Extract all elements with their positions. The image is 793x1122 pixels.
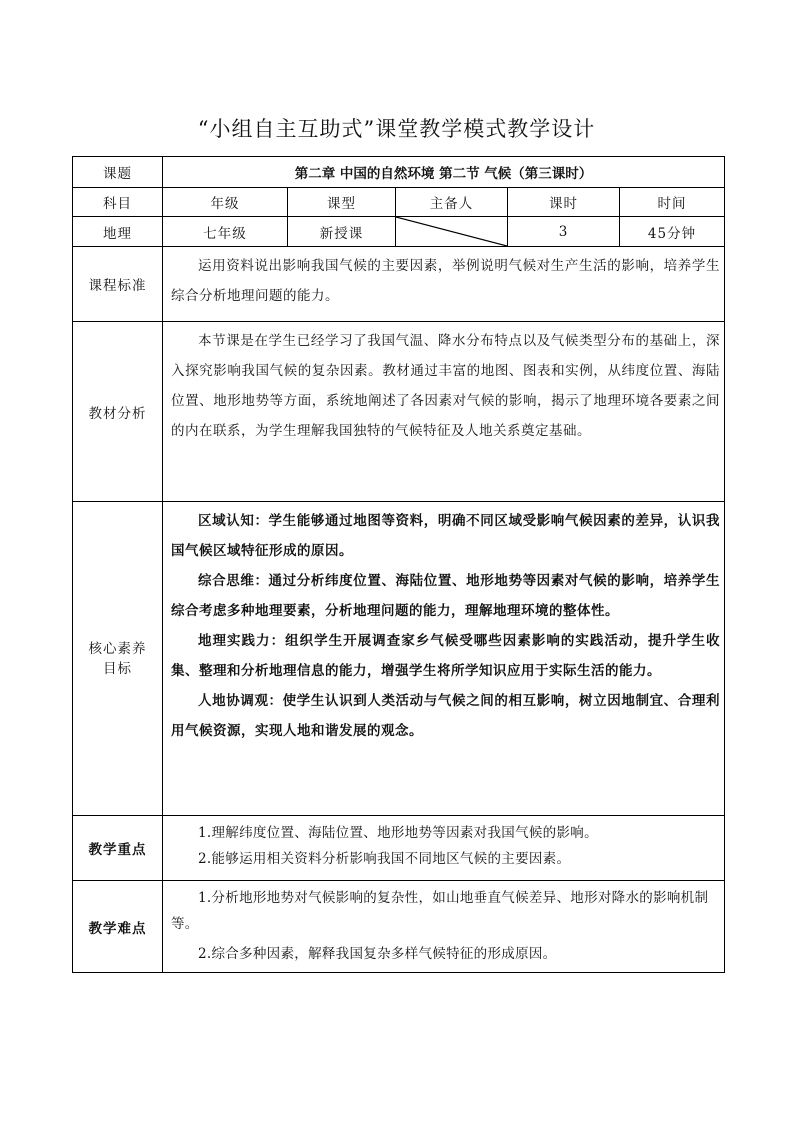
material-paragraph: 本节课是在学生已经学习了我国气温、降水分布特点以及气候类型分布的基础上，深入探究影响我国气候的复杂因素。教材通过丰富的地图、图表和实例，从纬度位置、海陆位置、地形地势等方面，系统地阐述了各因素对气候的影响，揭示了地理环境各要素之间的内在联系，为学生理解我国独特的气候特征及人地关系奠定基础。	[171, 333, 721, 439]
core-paragraph-region: 区域认知：学生能够通过地图等资料，明确不同区域受影响气候因素的差异，认识我国气候区域特征形成的原因。	[171, 513, 721, 559]
core-label	[73, 502, 163, 816]
core-label-text: 核心素养目标	[88, 640, 147, 677]
core-paragraph-harmony: 人地协调观：使学生认识到人类活动与气候之间的相互影响，树立因地制宜、合理利用气候资源，实现人地和谐发展的观念。	[171, 693, 721, 739]
material-content	[163, 322, 725, 502]
info-value-row	[73, 217, 725, 247]
value-lesson-type: 新授课	[288, 217, 396, 247]
difficult-row	[73, 881, 725, 973]
header-lesson-type: 课型	[288, 188, 396, 217]
core-row	[73, 502, 725, 816]
value-subject: 地理	[73, 217, 163, 247]
topic-label: 课题	[73, 157, 163, 188]
standard-content	[163, 247, 725, 322]
standard-paragraph: 运用资料说出影响我国气候的主要因素，举例说明气候对生产生活的影响，培养学生综合分析地理问题的能力。	[171, 258, 721, 304]
value-duration: 45分钟	[620, 217, 725, 247]
standard-row	[73, 247, 725, 322]
difficult-point-1: 1.分析地形地势对气候影响的复杂性，如山地垂直气候差异、地形对降水的影响机制等。	[171, 890, 709, 932]
key-content	[163, 816, 725, 881]
header-subject: 科目	[73, 188, 163, 217]
header-grade: 年级	[163, 188, 288, 217]
key-row	[73, 816, 725, 881]
info-header-row	[73, 188, 725, 217]
header-preparer: 主备人	[396, 188, 508, 217]
value-periods: 3	[508, 217, 620, 247]
key-point-2: 2.能够运用相关资料分析影响我国不同地区气候的主要因素。	[198, 851, 571, 867]
diagonal-line	[396, 217, 507, 246]
topic-value: 第二章 中国的自然环境 第二节 气候（第三课时）	[163, 157, 725, 188]
difficult-point-2: 2.综合多种因素，解释我国复杂多样气候特征的形成原因。	[198, 946, 557, 962]
core-paragraph-practice: 地理实践力：组织学生开展调查家乡气候受哪些因素影响的实践活动，提升学生收集、整理和分析地理信息的能力，增强学生将所学知识应用于实际生活的能力。	[171, 633, 721, 679]
value-grade: 七年级	[163, 217, 288, 247]
header-duration: 时间	[620, 188, 725, 217]
header-periods: 课时	[508, 188, 620, 217]
lesson-plan-table	[72, 156, 725, 973]
core-paragraph-thinking: 综合思维：通过分析纬度位置、海陆位置、地形地势等因素对气候的影响，培养学生综合考虑多种地理要素，分析地理问题的能力，理解地理环境的整体性。	[171, 573, 721, 619]
core-content	[163, 502, 725, 816]
difficult-content	[163, 881, 725, 973]
material-row	[73, 322, 725, 502]
document-title: “小组自主互助式”课堂教学模式教学设计	[197, 117, 596, 141]
key-label: 教学重点	[73, 816, 163, 881]
topic-row	[73, 157, 725, 188]
key-point-1: 1.理解纬度位置、海陆位置、地形地势等因素对我国气候的影响。	[198, 825, 598, 841]
value-preparer-empty	[396, 217, 508, 247]
difficult-label: 教学难点	[73, 881, 163, 973]
standard-label: 课程标准	[73, 247, 163, 322]
material-label: 教材分析	[73, 322, 163, 502]
